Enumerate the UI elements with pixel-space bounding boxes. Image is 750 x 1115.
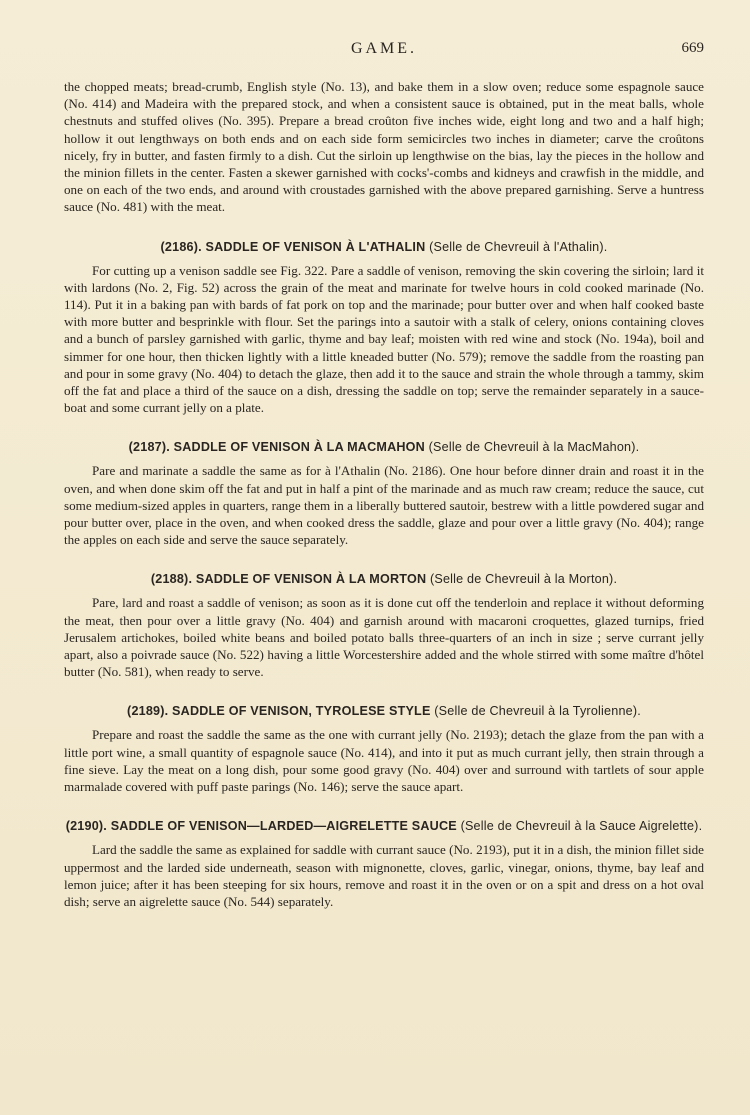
recipe-heading	[64, 700, 704, 722]
recipe-heading	[64, 436, 704, 458]
recipe-text: Pare, lard and roast a saddle of venison; as soon as it is done cut off the tenderloin and replace it without deforming the meat, then pour over a little gravy (No. 404) and garnish around with macaroni croquettes, glazed turnips, fried Jerusalem artichokes, boiled white beans and boiled potato balls three-quarters of an inch in size ; serve currant jelly apart, also a poivrade sauce (No. 522) having a little Worcestershire added and the whole stirred with some maître d'hôtel butter (No. 581), when ready to serve.	[64, 595, 704, 680]
recipe-text: Lard the saddle the same as explained for saddle with currant sauce (No. 2193), put it in a dish, the minion fillet side uppermost and the larded side underneath, season with mignonette, cloves, garlic, vinegar, onions, thyme, bay leaf and lemon juice; after it has been steeping for six hours, remove and roast it in the oven or on a spit and dress on a hot oval dish; serve an aigrelette sauce (No. 544) separately.	[64, 842, 704, 909]
recipe-french-title: (Selle de Chevreuil à la Tyrolienne).	[434, 704, 641, 719]
recipe-text: Prepare and roast the saddle the same as the one with currant jelly (No. 2193); detach the glaze from the pan with a little port wine, a small quantity of espagnole sauce (No. 414), and into it put as much currant jelly, then strain through a fine sieve. Lay the meat on a long dish, pour some good gravy (No. 404) over and surround with tartlets of sour apple marmalade covered with puff paste parings (No. 146); serve the sauce apart.	[64, 727, 704, 795]
recipe-french-title: (Selle de Chevreuil à la Morton).	[429, 572, 618, 587]
recipe-french-title: (Selle de Chevreuil à la Sauce Aigrelette).	[460, 819, 703, 834]
recipe-text: Pare and marinate a saddle the same as for à l'Athalin (No. 2186). One hour before dinner drain and roast it in the oven, and when done skim off the fat and put in half a pint of the marinade and as much raw cream; reduce the sauce, cut some medium-sized apples in quarters, range them in a liberally buttered sautoir, bestrew with a little powdered sugar and pour butter over, place in the oven, and when cooked dress the saddle, glaze and pour over a little gravy (No. 404); range the apples on each side and serve the sauce separately.	[64, 463, 704, 548]
recipe-title: (2188). SADDLE OF VENISON À LA MORTON	[150, 572, 427, 587]
recipe-2188	[64, 568, 704, 680]
recipe-title: (2189). SADDLE OF VENISON, TYROLESE STYLE	[127, 704, 431, 719]
recipe-2186	[64, 236, 704, 417]
recipe-title: (2190). SADDLE OF VENISON—LARDED—AIGRELETTE SAUCE	[65, 819, 457, 834]
recipe-2190	[64, 815, 704, 910]
recipe-2189	[64, 700, 704, 795]
recipe-french-title: (Selle de Chevreuil à la MacMahon).	[428, 440, 640, 455]
recipe-text: For cutting up a venison saddle see Fig. 322. Pare a saddle of venison, removing the skin covering the sirloin; lard it with lardons (No. 2, Fig. 52) across the grain of the meat and marinate for twelve hours in cold cooked marinade (No. 114). Put it in a baking pan with bards of fat pork on top and the marinade; pour butter over and when half cooked baste with more butter and besprinkle with flour. Set the parings into a sautoir with a stalk of celery, onions containing cloves and a bunch of parsley garnished with garlic, thyme and bay leaf; moisten with red wine and stock (No. 194a), boil and simmer for one hour, then thicken lightly with a little kneaded butter (No. 579); remove the saddle from the roasting pan and pour in some gravy (No. 404) to detach the glaze, then add it to the sauce and strain the whole through a tammy, skim off the fat and place a third of the sauce on a dish, dressing the saddle on top; serve the remainder separately in a sauce-boat and some currant jelly on a plate.	[64, 262, 704, 416]
recipe-2187	[64, 436, 704, 548]
recipe-heading	[64, 568, 704, 590]
running-head	[64, 40, 704, 68]
page-number: 669	[681, 40, 704, 56]
recipe-french-title: (Selle de Chevreuil à l'Athalin).	[429, 239, 608, 254]
running-title: GAME.	[350, 40, 418, 57]
recipe-heading	[64, 815, 704, 837]
recipe-title: (2186). SADDLE OF VENISON À L'ATHALIN	[160, 239, 426, 254]
recipe-heading	[64, 236, 704, 258]
recipe-title: (2187). SADDLE OF VENISON À LA MACMAHON	[128, 440, 425, 455]
intro-paragraph: the chopped meats; bread-crumb, English style (No. 13), and bake them in a slow oven; reduce some espagnole sauce (No. 414) and Madeira with the prepared stock, and when a consistent sauce is obtained, put in the meat balls, whole chestnuts and stuffed olives (No. 395). Prepare a bread croûton five inches wide, eight long and two and a half high; hollow it out lengthways on both ends and on each side form semicircles two inches in diameter; carve the croûtons nicely, fry in butter, and fasten firmly to a dish. Cut the sirloin up lengthwise on the bias, lay the pieces in the hollow and the minion fillets in the center. Fasten a skewer garnished with cocks'-combs and kidneys and crawfish in the middle, and one on each of the two ends, and around with croustades garnished with the above prepared garnishing. Serve a huntress sauce (No. 481) with the meat.	[64, 79, 704, 215]
